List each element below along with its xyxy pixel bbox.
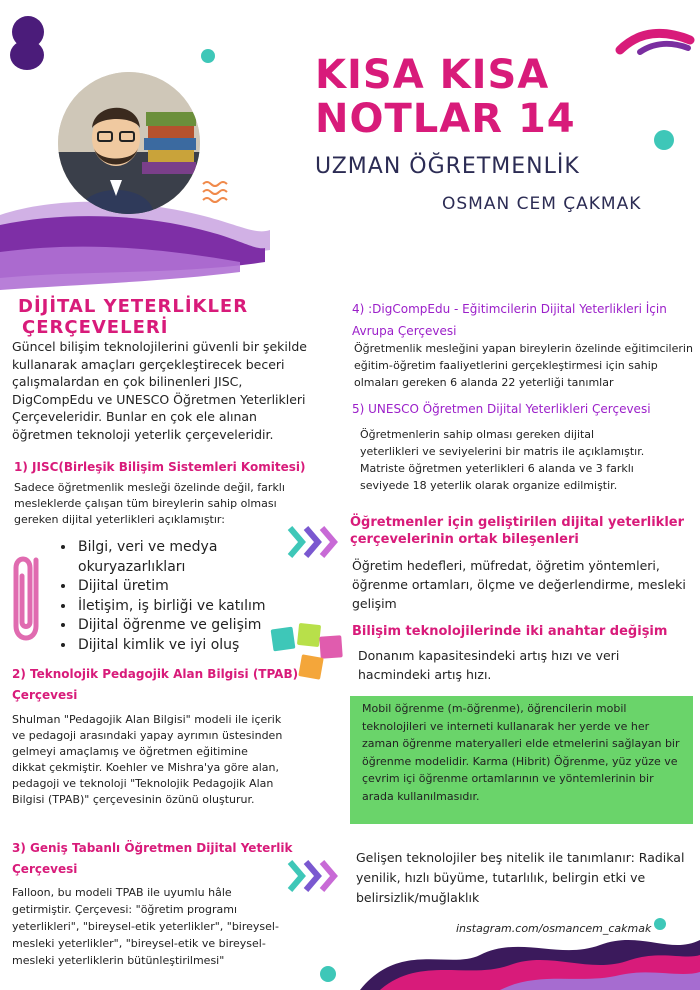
avatar xyxy=(58,72,200,214)
subtitle: UZMAN ÖĞRETMENLİK xyxy=(315,154,580,179)
list-item: • Bilgi, veri ve medya okuryazarlıkları xyxy=(76,538,276,577)
list-item: • İletişim, iş birliği ve katılım xyxy=(76,597,276,617)
paperclip-icon xyxy=(8,546,48,656)
emerging-tech-text: Gelişen teknolojiler beş nitelik ile tanımlanır: Radikal yenilik, hızlı büyüme, tutarlılık, belirgin etki ve belirsizlik/muğlaklık xyxy=(356,850,685,905)
sticky-notes-icon xyxy=(270,622,350,692)
list-item: • Dijital öğrenme ve gelişim xyxy=(76,616,276,636)
list-item: • Dijital kimlik ve iyi oluş xyxy=(76,636,276,656)
digcomp-text: Öğretmenlik mesleğini yapan bireylerin özelinde eğitimcilerin eğitim-öğretim faaliyetlerini gerçekleştirmesi için sahip olmaları gereken 6 alanda 22 yeterliği tanımlar xyxy=(354,342,693,389)
arrow-chevrons-icon xyxy=(286,522,342,562)
common-components-text: Öğretim hedefleri, müfredat, öğretim yöntemleri, öğrenme ortamları, ölçme ve değerlendirme, mesleki gelişim xyxy=(352,558,686,611)
mobile-learning-text: Mobil öğrenme (m-öğrenme), öğrencilerin mobil teknolojileri ve interneti kullanarak her yerde ve her zaman öğrenme materyalleri elde etmelerini sağlayan bir öğrenme modelidir. Karma (Hibrit) Öğrenme, yüz yüze ve çevrim içi öğrenme ortamlarının ve yöntemlerinin bir arada kullanılmasıdır. xyxy=(362,702,680,803)
key-change-heading: Bilişim teknolojilerinde iki anahtar değişim xyxy=(352,624,668,639)
key-change-text: Donanım kapasitesindeki artış hızı ve veri hacmindeki artış hızı. xyxy=(358,648,620,682)
jisc-heading: 1) JISC(Birleşik Bilişim Sistemleri Komitesi) xyxy=(14,460,306,474)
common-components-heading: Öğretmenler için geliştirilen dijital yeterlikler çerçevelerinin ortak bileşenleri xyxy=(350,515,685,547)
intro-paragraph: Güncel bilişim teknolojilerini güvenli bir şekilde kullanarak amaçları gerçekleştirecek beceri çalışmalardan en çok bilinenleri JISC, DigCompEdu ve UNESCO Öğretmen Yeterlikleri Çerçeveleridir. Bunlar en çok ele alınan öğretmen teknoloji yeterlik çerçeveleridir. xyxy=(12,339,307,442)
title-line-2: NOTLAR 14 xyxy=(315,96,576,142)
author-name: OSMAN CEM ÇAKMAK xyxy=(442,194,642,214)
jisc-list xyxy=(58,538,276,655)
instagram-link[interactable]: instagram.com/osmancem_cakmak xyxy=(456,922,652,935)
title-line-1: KISA KISA xyxy=(315,52,550,98)
tpab-heading: 2) Teknolojik Pedagojik Alan Bilgisi (TPAB) Çerçevesi xyxy=(12,667,299,702)
list-item: • Dijital üretim xyxy=(76,577,276,597)
broad-text: Falloon, bu modeli TPAB ile uyumlu hâle getirmiştir. Çerçevesi: "öğretim programı yeterlikleri", "bireysel-etik yeterlikler", "bireysel-mesleki yeterlikler", "bireysel-etik ve bireysel-mesleki yeterliklerin bütünleştirilmesi" xyxy=(12,886,279,967)
tpab-text: Shulman "Pedagojik Alan Bilgisi" modeli ile içerik ve pedagoji arasındaki yapay ayrımın üstesinden gelmeyi amaçlamış ve öğretmen eğitimine dikkat çekmiştir. Koehler ve Mishra'ya göre alan, pedagoji ve teknoloji "Teknolojik Pedagojik Alan Bilgisi (TPAB)" çerçevesinin özünü oluşturur. xyxy=(12,713,283,806)
avatar-icon xyxy=(58,72,200,214)
unesco-heading: 5) UNESCO Öğretmen Dijital Yeterlikleri Çerçevesi xyxy=(352,402,651,416)
mobile-learning-box xyxy=(350,696,693,824)
broad-heading: 3) Geniş Tabanlı Öğretmen Dijital Yeterlik Çerçevesi xyxy=(12,841,293,876)
section-title-line-1: DİJİTAL YETERLİKLER xyxy=(18,296,249,317)
arrow-chevrons-icon xyxy=(286,856,342,896)
digcomp-heading: 4) :DigCompEdu - Eğitimcilerin Dijital Yeterlikleri İçin Avrupa Çerçevesi xyxy=(352,302,667,338)
section-title-line-2: ÇERÇEVELERİ xyxy=(22,317,169,338)
jisc-text: Sadece öğretmenlik mesleği özelinde değil, farklı mesleklerde çalışan tüm bireylerin sahip olması gereken dijital yeterlikleri açıklamıştır: xyxy=(14,481,285,526)
unesco-text: Öğretmenlerin sahip olması gereken dijital yeterlikleri ve seviyelerini bir matris ile açıklamıştır. Matriste öğretmen yeterlikleri 6 alanda ve 3 farklı seviyede 18 yeterlik olarak organize edilmiştir. xyxy=(360,428,645,492)
